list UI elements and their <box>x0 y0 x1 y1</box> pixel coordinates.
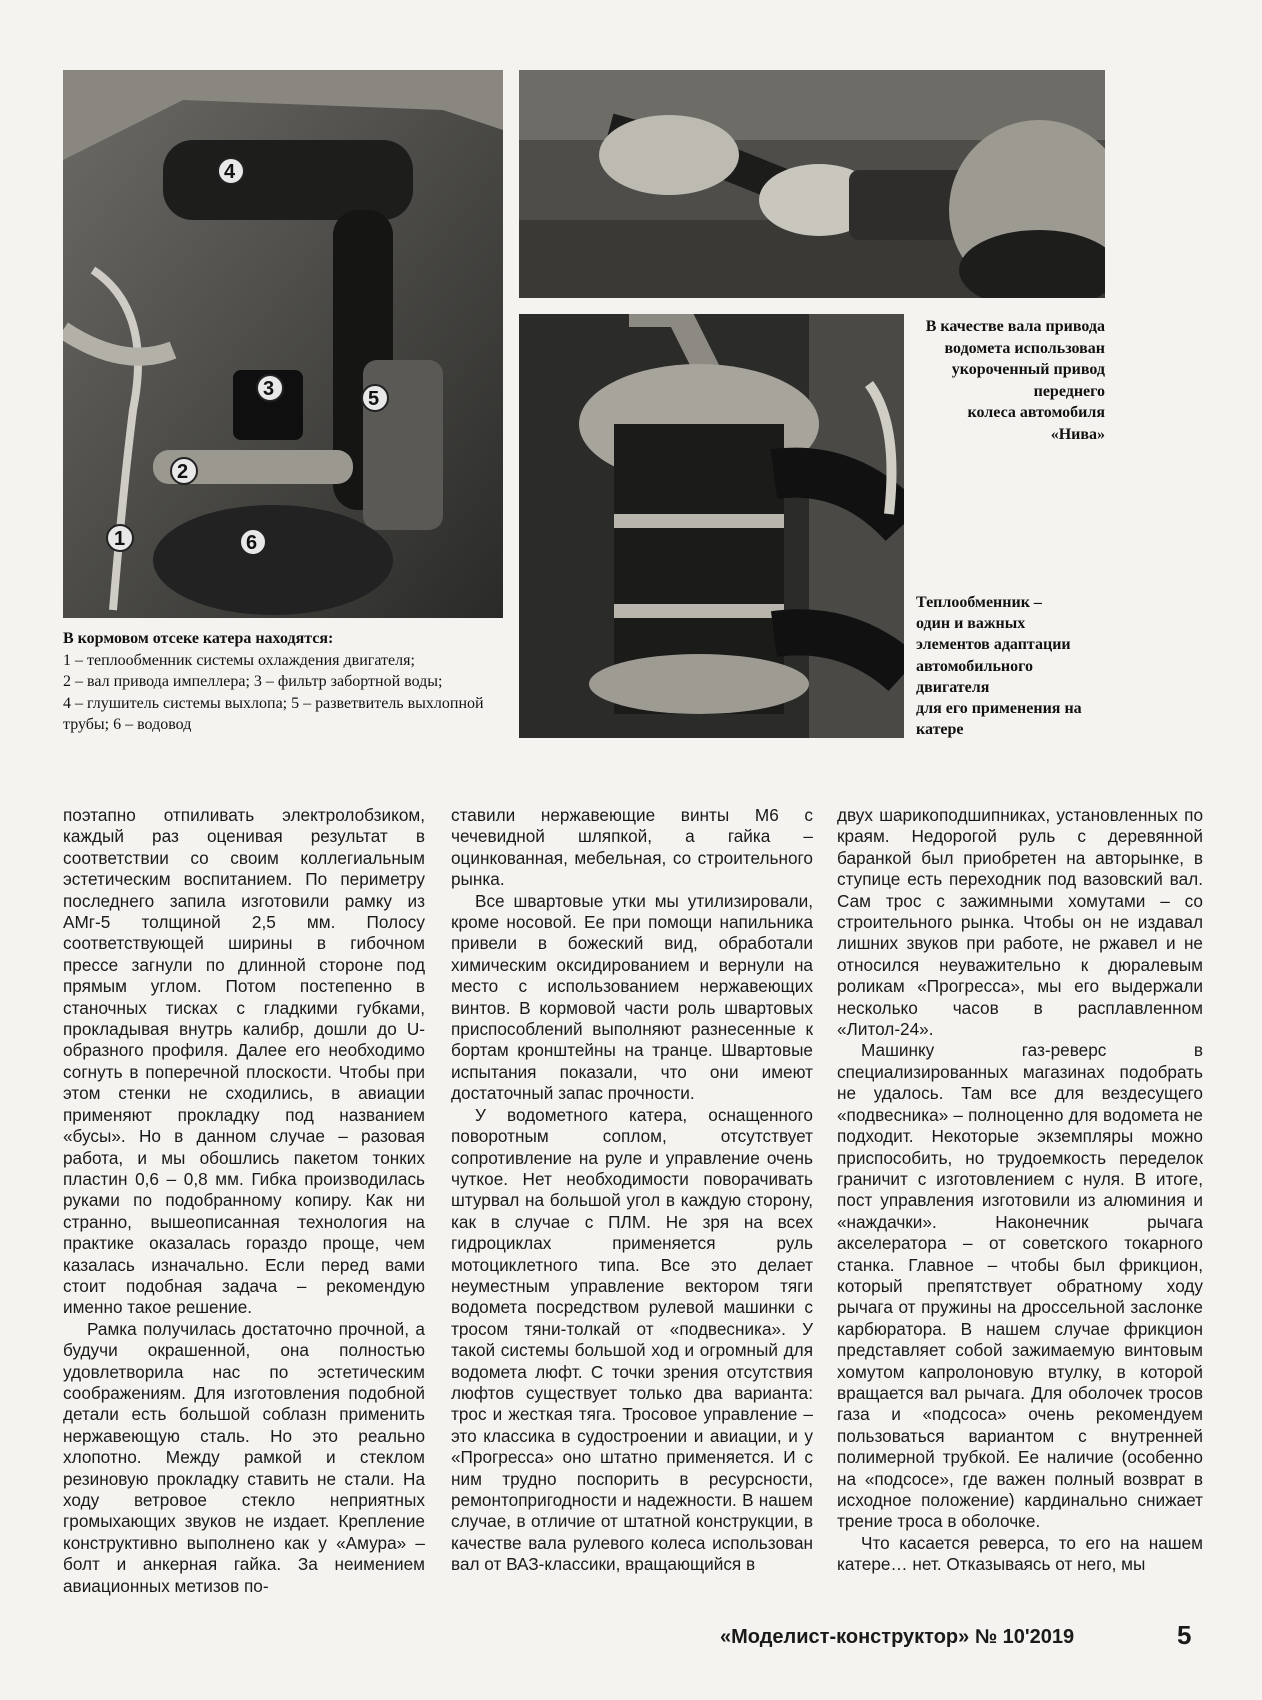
heat-exchanger-caption-line: катере <box>916 721 964 739</box>
engine-bay-caption-line: 4 – глушитель системы выхлопа; 5 – разветвитель выхлопной <box>63 694 484 712</box>
heat-exchanger-caption-line: для его применения на <box>916 700 1082 718</box>
heat-exchanger-caption-line: элементов адаптации <box>916 636 1071 654</box>
drive-shaft-caption-line: «Нива» <box>1050 425 1105 443</box>
engine-bay-caption <box>63 628 523 736</box>
paragraph: У водометного катера, оснащенного поворотным соплом, отсутствует сопротивление на руле и управление очень чуткое. Нет необходимости поворачивать штурвал на большой угол в каждую сторону, как в случае с ПЛМ. Не зря на всех гидроциклах применяется руль мотоциклетного типа. Все это делает неуместным управление вектором тяги водомета посредством рулевой машинки с тросом тяни-толкай от «подвесника». У такой системы большой ход и огромный для водомета люфт. С точки зрения отсутствия люфтов существует только два варианта: трос и жесткая тяга. Тросовое управление – это классика в судостроении и авиации, и у «Прогресса» оно штатно применяется. И с ним трудно поспорить в ресурсности, ремонтопригодности и надежности. В нашем случае, в отличие от штатной конструкции, в качестве вала рулевого колеса использован вал от ВАЗ-классики, вращающийся в <box>451 1104 813 1575</box>
engine-bay-image <box>63 70 503 618</box>
drive-shaft-photo <box>519 70 1105 298</box>
drive-shaft-caption <box>880 316 1105 445</box>
marker-1 <box>107 525 133 551</box>
svg-text:6: 6 <box>246 532 258 554</box>
svg-text:4: 4 <box>224 161 236 183</box>
paragraph: Рамка получилась достаточно прочной, а будучи окрашенной, она полностью удовлетворила нас по эстетическим соображениям. Для изготовления подобной детали есть большой соблазн применить нержавеющую сталь. Но это реально хлопотно. Между рамкой и стеклом резиновую прокладку ставить не стали. На ходу ветровое стекло неприятных громыхающих звуков не издает. Крепление конструктивно выполнено как у «Амура» – болт и анкерная гайка. За неимением авиационных метизов по- <box>63 1318 425 1596</box>
paragraph: Все швартовые утки мы утилизировали, кроме носовой. Ее при помощи напильника привели в божеский вид, обработали химическим оксидированием и вернули на место с использованием нержавеющих винтов. В кормовой части роль швартовых приспособлений выполняют разнесенные к бортам кронштейны на транце. Швартовые испытания показали, что они имеют достаточный запас прочности. <box>451 890 813 1104</box>
drive-shaft-caption-line: колеса автомобиля <box>967 404 1105 421</box>
drive-shaft-caption-line: укороченный привод <box>951 361 1105 378</box>
heat-exchanger-caption <box>916 592 1096 740</box>
marker-3 <box>257 375 283 401</box>
marker-4 <box>218 158 244 184</box>
paragraph: двух шарикоподшипниках, установленных по краям. Недорогой руль с деревянной баранкой был приобретен на авторынке, в ступице есть переходник под вазовский вал. Сам трос с зажимными хомутами – со строительного рынка. Чтобы он не издавал лишних звуков при работе, не ржавел и не относился неуважительно к дюралевым роликам «Прогресса», мы его выдержали несколько часов в расплавленном «Литол-24». <box>837 805 1203 1040</box>
engine-bay-caption-line: 1 – теплообменник системы охлаждения двигателя; <box>63 651 415 669</box>
article-column-3 <box>837 805 1203 1576</box>
heat-exchanger-caption-line: Теплообменник – <box>916 594 1042 611</box>
article-column-1 <box>63 805 425 1597</box>
engine-bay-caption-title: В кормовом отсеке катера находятся: <box>63 630 334 647</box>
marker-6 <box>240 529 266 555</box>
heat-exchanger-image <box>519 314 904 738</box>
svg-text:5: 5 <box>368 388 380 410</box>
article-column-2 <box>451 805 813 1576</box>
heat-exchanger-photo <box>519 314 904 738</box>
marker-2 <box>171 458 197 484</box>
marker-5 <box>362 385 388 411</box>
engine-bay-photo <box>63 70 503 618</box>
drive-shaft-caption-line: переднего <box>1033 382 1105 400</box>
svg-text:2: 2 <box>177 461 189 483</box>
drive-shaft-caption-line: В качестве вала привода <box>925 318 1105 335</box>
drive-shaft-caption-line: водомета использован <box>944 339 1105 357</box>
heat-exchanger-caption-line: автомобильного <box>916 657 1034 675</box>
magazine-footer: «Моделист-конструктор» № 10'2019 <box>720 1626 1075 1648</box>
engine-bay-caption-line: трубы; 6 – водовод <box>63 716 192 733</box>
engine-bay-caption-line: 2 – вал привода импеллера; 3 – фильтр забортной воды; <box>63 673 443 690</box>
svg-text:3: 3 <box>263 378 275 400</box>
paragraph: поэтапно отпиливать электролобзиком, каждый раз оценивая результат в соответствии со своим коллегиальным эстетическим воспитанием. По периметру последнего запила изготовили рамку из АМг-5 толщиной 2,5 мм. Полосу соответствующей ширины в гибочном прессе загнули по длинной стороне под прямым углом. Потом постепенно в станочных тисках с гладкими губками, прокладывая внутрь калибр, дошли до U-образного профиля. Далее его необходимо согнуть в поперечной плоскости. Чтобы при этом стенки не сходились, в авиации применяют прокладку под названием «бусы». Но в данном случае – разовая работа, и мы обошлись пакетом тонких пластин 0,6 – 0,8 мм. Гибка производилась руками по подобранному копиру. Как ни странно, вышеописанная технология на практике оказалась гораздо проще, чем казалась изначально. Если перед вами стоит подобная задача – рекомендую именно такое решение. <box>63 805 425 1318</box>
paragraph: ставили нержавеющие винты М6 с чечевидной шляпкой, а гайка – оцинкованная, мебельная, со строительного рынка. <box>451 805 813 890</box>
svg-text:1: 1 <box>114 528 126 550</box>
heat-exchanger-caption-line: один и важных <box>916 615 1026 633</box>
drive-shaft-image <box>519 70 1105 298</box>
heat-exchanger-caption-line: двигателя <box>916 678 990 696</box>
page-number: 5 <box>1177 1620 1192 1650</box>
paragraph: Машинку газ-реверс в специализированных магазинах подобрать не удалось. Там все для вездесущего «подвесника» – полноценно для водомета не подходит. Некоторые экземпляры можно приспособить, но трудоемкость переделок граничит с изготовлением с нуля. В итоге, пост управления изготовили из алюминия и «наждачки». Наконечник рычага акселератора – от советского токарного станка. Главное – чтобы был фрикцион, который препятствует обратному ходу рычага от пружины на дроссельной заслонке карбюратора. В нашем случае фрикцион представляет собой зажимаемую винтовым хомутом капролоновую втулку, в которой вращается вал рычага. Для оболочек тросов газа и «подсоса» очень рекомендуем пользоваться вариантом с внутренней полимерной трубкой. Ее наличие (особенно на «подсосе», где важен полный возврат в исходное положение) кардинально снижает трение троса в оболочке. <box>837 1040 1203 1532</box>
paragraph: Что касается реверса, то его на нашем катере… нет. Отказываясь от него, мы <box>837 1532 1203 1575</box>
